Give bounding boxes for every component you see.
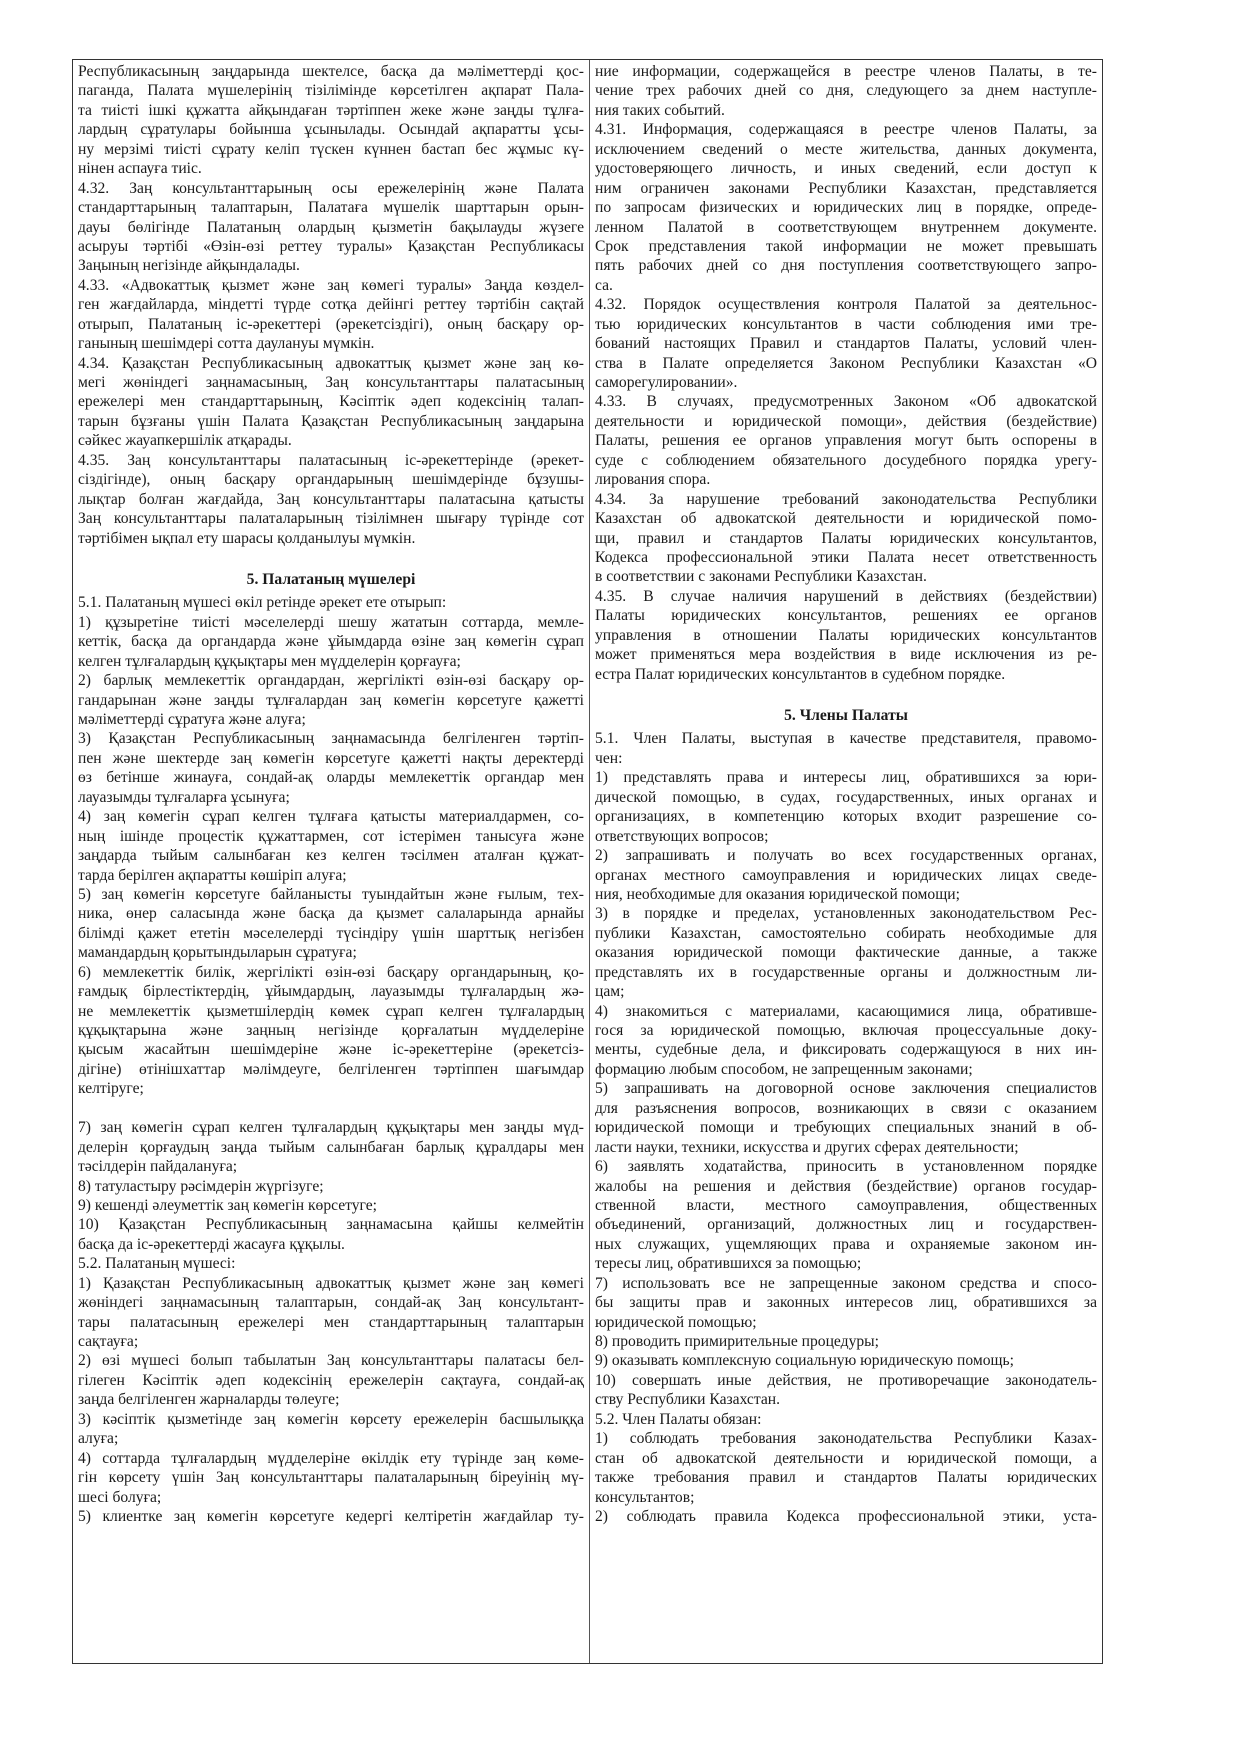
text-line: 5) клиентке заң көмегін көрсетуге кедергі келтіретін жағдайлар ту- [78,1507,584,1525]
text-line: представлять их в государственные органы и должностным ли- [595,963,1097,981]
text-line: чение трех рабочих дней со дня, следующего за днем наступле- [595,82,1097,100]
text-line: кеттік, басқа да органдарда және ұйымдарда өзіне заң көмегін сұрап [78,633,584,651]
text-line: формацию любым способом, не запрещенным законами; [595,1060,973,1078]
text-line: басқа да іс-әрекеттерді жасауға құқылы. [78,1235,345,1253]
text-line: бований настоящих Правил и стандартов Палаты, условий член- [595,335,1097,353]
text-line: 6) заявлять ходатайства, приносить в установленном порядке [595,1158,1097,1176]
text-line: Заң консультанттары палаталарының тізілімнен шығару түрінде сот [78,510,584,528]
text-line: юридической помощи и требующих специальных знаний в об- [595,1119,1097,1137]
text-line: жалобы на решения и действия (бездействие) органов государ- [595,1177,1097,1195]
text-line: публики Казахстан, самостоятельно собирать необходимые для [595,924,1097,942]
text-line: консультантов; [595,1488,695,1506]
text-line: естра Палат юридических консультантов в судебном порядке. [595,665,1006,683]
text-line: ережелері мен стандарттарының, Кәсіптік әдеп кодексінің талап- [78,393,584,411]
text-line: 5.2. Член Палаты обязан: [595,1410,762,1428]
text-line: делерін қорғаудың заңда тыйым салынбаған барлық құралдары мен [78,1138,584,1156]
text-line: 5.2. Палатаның мүшесі: [78,1255,236,1273]
text-line: деятельности и юридической помощи», действия (бездействие) [595,412,1097,430]
text-line: цам; [595,983,625,1001]
text-line: 3) в порядке и пределах, установленных законодательством Рес- [595,905,1097,923]
text-line: 4.34. Қазақстан Республикасының адвокаттық қызмет және заң кө- [78,354,584,372]
text-line: 4) соттарда тұлғалардың мүдделеріне өкілдік ету түрінде заң көме- [78,1449,584,1467]
text-line: ния, необходимые для оказания юридической помощи; [595,885,960,903]
text-line: гандарынан және заңды тұлғалардан заң көмегін көрсетуге қажетті [78,691,584,709]
text-line: Заңының негізінде айқындалады. [78,257,300,275]
text-line: жөніндегі заңнамасының талаптарын, сондай-ақ Заң консультант- [78,1294,584,1312]
text-line: по запросам физических и юридических лиц в порядке, опреде- [595,199,1097,217]
text-line: пен және шектерде заң көмегін көрсетуге қажетті нақты деректерді [78,749,584,767]
text-line: нінен аспауға тиіс. [78,160,202,178]
text-line: отырып, Палатаның іс-әрекеттері (әрекетсіздігі), оның басқару ор- [78,315,584,333]
text-line: тәсілдерін пайдалануға; [78,1158,238,1176]
text-line: тью юридических консультантов в части соблюдения ими тре- [595,315,1097,333]
text-line: исключением сведений о месте жительства, данных документа, [595,140,1097,158]
text-line: 4.35. В случае наличия нарушений в действиях (бездействии) [595,587,1097,605]
text-line: тары палатасының ережелері мен стандарттарының талаптарын [78,1313,584,1331]
text-line: ния таких событий. [595,101,725,119]
text-line: органах местного самоуправления и юридических лицах сведе- [595,866,1097,884]
text-line: келген тұлғалардың құқықтары мен мүдделерін қорғауға; [78,652,461,670]
text-line: Срок представления такой информации не может превышать [595,237,1097,255]
text-line: ства в Палате определяется Законом Республики Казахстан «О [595,354,1097,372]
text-line: 8) татуластыру рәсімдерін жүргізуге; [78,1177,324,1195]
spacer [595,684,1097,700]
text-line: щи, правил и стандартов Палаты юридических консультантов, [595,529,1097,547]
text-line: лардың сұратулары бойынша ұсынылады. Осындай ақпаратты ұсы- [78,121,584,139]
text-line: заңда белгіленген жарналарды төлеуге; [78,1391,340,1409]
text-line: чен: [595,749,623,767]
text-line: ника, өнер саласында және басқа да қызмет салаларында арнайы [78,905,584,923]
text-line: 3) Қазақстан Республикасының заңнамасында белгіленген тәртіп- [78,730,584,748]
text-line: организациях, в компетенцию которых входит разрешение со- [595,808,1097,826]
text-line: гін көрсету үшін Заң консультанттары палаталарының біреуінің мү- [78,1469,584,1487]
text-line: также требования правил и стандартов Палаты юридических [595,1469,1097,1487]
text-line: Палаты юридических консультантов, решениях ее органов [595,607,1097,625]
text-line: сәйкес жауапкершілік атқарады. [78,432,292,450]
text-line: 7) заң көмегін сұрап келген тұлғалардың құқықтары мен заңды мүд- [78,1119,584,1137]
russian-section-heading: 5. Члены Палаты [784,707,908,724]
text-line: 2) запрашивать и получать во всех государственных органах, [595,847,1097,865]
text-line: 3) кәсіптік қызметінде заң көмегін көрсету ережелерін басшылыққа [78,1410,584,1428]
text-line: та тиісті ішкі құжатта айқындаған тәртіппен жеке және заңды тұлға- [78,101,584,119]
text-line: ственной власти, местного самоуправления, общественных [595,1196,1097,1214]
text-line: алуға; [78,1430,119,1448]
text-line: суде с соблюдением обязательного досудебного порядка урегу- [595,451,1097,469]
text-line: өз бетінше жинауға, сондай-ақ оларды мемлекеттік органдар мен [78,769,584,787]
text-line: 5) запрашивать на договорной основе заключения специалистов [595,1080,1097,1098]
text-line: асыруы тәртібі «Өзін-өзі реттеу туралы» Қазақстан Республикасы [78,237,584,255]
text-line: управления в отношении Палаты юридических консультантов [595,626,1097,644]
text-line: 5) заң көмегін көрсетуге байланысты туындайтын және ғылым, тех- [78,885,584,903]
text-line: объединений, организаций, должностных лиц и государствен- [595,1216,1097,1234]
text-line: сіздігінде), оның басқару органдарының шешімдерінде бұзушы- [78,471,584,489]
text-line: ганының шешімдері сотта даулануы мүмкін. [78,335,375,353]
text-line: шесі болуға; [78,1488,162,1506]
text-line: 4.31. Информация, содержащаяся в реестре членов Палаты, за [595,121,1097,139]
kazakh-column [73,60,590,1663]
text-line: ну мерзімі тиісті сұрату келіп түскен күннен бастап бес жұмыс кү- [78,140,584,158]
text-line: Кодекса профессиональной этики Палата несет ответственность [595,548,1097,566]
text-line: может применяться мера воздействия в виде исключения из ре- [595,646,1097,664]
text-line: ласти науки, техники, искусства и других сферах деятельности; [595,1138,1019,1156]
text-line: 1) соблюдать требования законодательства Республики Казах- [595,1430,1097,1448]
text-line: саморегулировании». [595,374,738,391]
bilingual-document-table [72,59,1103,1664]
text-line: 4.32. Порядок осуществления контроля Палатой за деятельнос- [595,296,1097,314]
text-line: 4.35. Заң консультанттары палатасының іс-әрекеттерінде (әрекет- [78,451,584,469]
blank-line [78,1099,584,1118]
text-line: менты, судебные дела, и фиксировать содержащуюся в них ин- [595,1041,1097,1059]
text-line: дауы бөлігінде Палатаның олардың қызметін бақылауды жүзеге [78,218,584,236]
text-line: для разъяснения вопросов, возникающих в связи с оказанием [595,1099,1097,1117]
text-line: мәліметтерді сұратуға және алуға; [78,711,306,728]
text-line: ных служащих, ущемляющих права и охраняемые законом ин- [595,1235,1097,1253]
text-line: пять рабочих дней со дня поступления соответствующего запро- [595,257,1097,275]
text-line: ству Республики Казахстан. [595,1391,781,1409]
text-line: дігіне) өтінішхаттар мәлімдеуге, белгіленген тәртіппен шағымдар [78,1060,584,1078]
text-line: келтіруге; [78,1080,144,1098]
russian-block-2 [595,729,1097,1526]
text-line: лықтар болған жағдайда, Заң консультанттары палатасына қатысты [78,490,584,508]
text-line: 9) кешенді әлеуметтік заң көмегін көрсетуге; [78,1196,377,1214]
text-line: 4.32. Заң консультанттарының осы ережелерінің және Палата [78,179,584,197]
text-line: тәртібімен ықпал ету шарасы қолданылуы мүмкін. [78,529,416,547]
text-line: в соответствии с законами Республики Казахстан. [595,568,927,586]
text-line: 1) Қазақстан Республикасының адвокаттық қызмет және заң көмегі [78,1274,584,1292]
text-line: 10) Қазақстан Республикасының заңнамасына қайшы келмейтін [78,1216,584,1234]
kazakh-block-1 [78,62,584,548]
text-line: Палаты, решения ее органов управления могут быть оспорены в [595,432,1097,450]
text-line: 2) өзі мүшесі болып табылатын Заң консультанттары палатасы бел- [78,1352,584,1370]
text-line: лирования спора. [595,471,711,489]
text-line: мамандардың қорытындыларын сұратуға; [78,944,357,962]
text-line: тересы лиц, обратившихся за помощью; [595,1255,862,1273]
text-line: Республикасының заңдарында шектелсе, басқа да мәліметтерді қос- [78,63,584,80]
text-line: не мемлекеттік қызметшілердің көмек сұрап келген тұлғалардың [78,1002,584,1020]
text-line: 8) проводить примирительные процедуры; [595,1333,879,1350]
kazakh-section-heading: 5. Палатаның мүшелері [246,570,416,588]
text-line: дической помощью, в судах, государственных, иных органах и [595,788,1097,806]
text-line: сақтауға; [78,1333,139,1350]
text-line: удостоверяющего личность, и иных сведений, если доступ к [595,160,1097,178]
text-line: мегі жөніндегі заңнамасының, Заң консультанттары палатасының [78,374,584,391]
text-line: юридической помощью; [595,1313,757,1331]
text-line: тарда берілген ақпаратты көшіріп алуға; [78,866,347,884]
text-line: 2) соблюдать правила Кодекса профессиональной этики, уста- [595,1507,1097,1525]
text-line: паганда, Палата мүшелерінің тізілімінде көрсетілген ақпарат Пала- [78,82,584,100]
text-line: ние информации, содержащейся в реестре членов Палаты, в те- [595,63,1097,80]
text-line: ленном Палатой в соответствующем внутреннем документе. [595,218,1097,236]
text-line: қысым жасайтын шешімдеріне және іс-әрекеттеріне (әрекетсіз- [78,1041,584,1059]
text-line: 4.34. За нарушение требований законодательства Республики [595,490,1097,508]
text-line: білімді қажет ететін мәселелерді түсіндіру үшін шарттық негізбен [78,924,584,942]
russian-column [590,60,1102,1663]
kazakh-block-3 [78,1118,584,1526]
text-line: 6) мемлекеттік билік, жергілікті өзін-өзі басқару органдарының, қо- [78,963,584,981]
text-line: 4.33. «Адвокаттық қызмет және заң көмегі туралы» Заңда көздел- [78,276,584,294]
text-line: 9) оказывать комплексную социальную юридическую помощь; [595,1352,1014,1370]
text-line: стандарттарының талаптарын, Палатаға мүшелік шарттарын орын- [78,199,584,217]
text-line: гілеген Кәсіптік әдеп кодексінің ережелерін сақтауға, сондай-ақ [78,1371,584,1389]
text-line: гося за юридической помощью, включая процессуальные доку- [595,1022,1097,1039]
text-line: 5.1. Палатаның мүшесі өкіл ретінде әрекет ете отырып: [78,594,447,612]
text-line: құқықтарына және заңның негізінде қорғалатын мүдделеріне [78,1022,584,1039]
text-line: 7) использовать все не запрещенные законом средства и спосо- [595,1274,1097,1292]
text-line: оказания юридической помощи фактические данные, а также [595,944,1097,962]
kazakh-block-2 [78,593,584,1098]
text-line: заңдарда тыйым салынбаған кез келген тәсілмен аталған құжат- [78,847,584,865]
text-line: стан об адвокатской деятельности и юридической помощи, а [595,1449,1097,1467]
text-line: бы защиты прав и законных интересов лиц, обратившихся за [595,1294,1097,1312]
russian-block-1 [595,62,1097,684]
text-line: 4) знакомиться с материалами, касающимися лица, обративше- [595,1002,1097,1020]
text-line: 4) заң көмегін сұрап келген тұлғаға қатысты материалдармен, со- [78,808,584,826]
text-line: 5.1. Член Палаты, выступая в качестве представителя, правомо- [595,730,1097,748]
text-line: ген жағдайларда, міндетті түрде сотқа дейінгі реттеу тәртібін сақтай [78,296,584,314]
text-line: 1) құзыретіне тиісті мәселелерді шешу жататын соттарда, мемле- [78,613,584,631]
text-line: Казахстан об адвокатской деятельности и юридической помо- [595,510,1097,528]
text-line: 2) барлық мемлекеттік органдардан, жергілікті өзін-өзі басқару ор- [78,672,584,690]
text-line: ним ограничен законами Республики Казахстан, представляется [595,179,1097,197]
text-line: ғамдық бірлестіктердің, ұйымдардың, лауазымды тұлғалардың жә- [78,983,584,1001]
text-line: 4.33. В случаях, предусмотренных Законом «Об адвокатской [595,393,1097,411]
text-line: ответствующих вопросов; [595,827,769,845]
text-line: тарын бұзғаны үшін Палата Қазақстан Республикасының заңдарына [78,412,584,430]
text-line: ның ішінде процестік құжаттармен, сот істерімен танысуға және [78,827,584,845]
text-line: лауазымды тұлғаларға ұсынуға; [78,788,290,806]
text-line: 10) совершать иные действия, не противоречащие законодатель- [595,1371,1097,1389]
spacer [78,548,584,564]
text-line: са. [595,276,613,294]
text-line: 1) представлять права и интересы лиц, обратившихся за юри- [595,769,1097,787]
